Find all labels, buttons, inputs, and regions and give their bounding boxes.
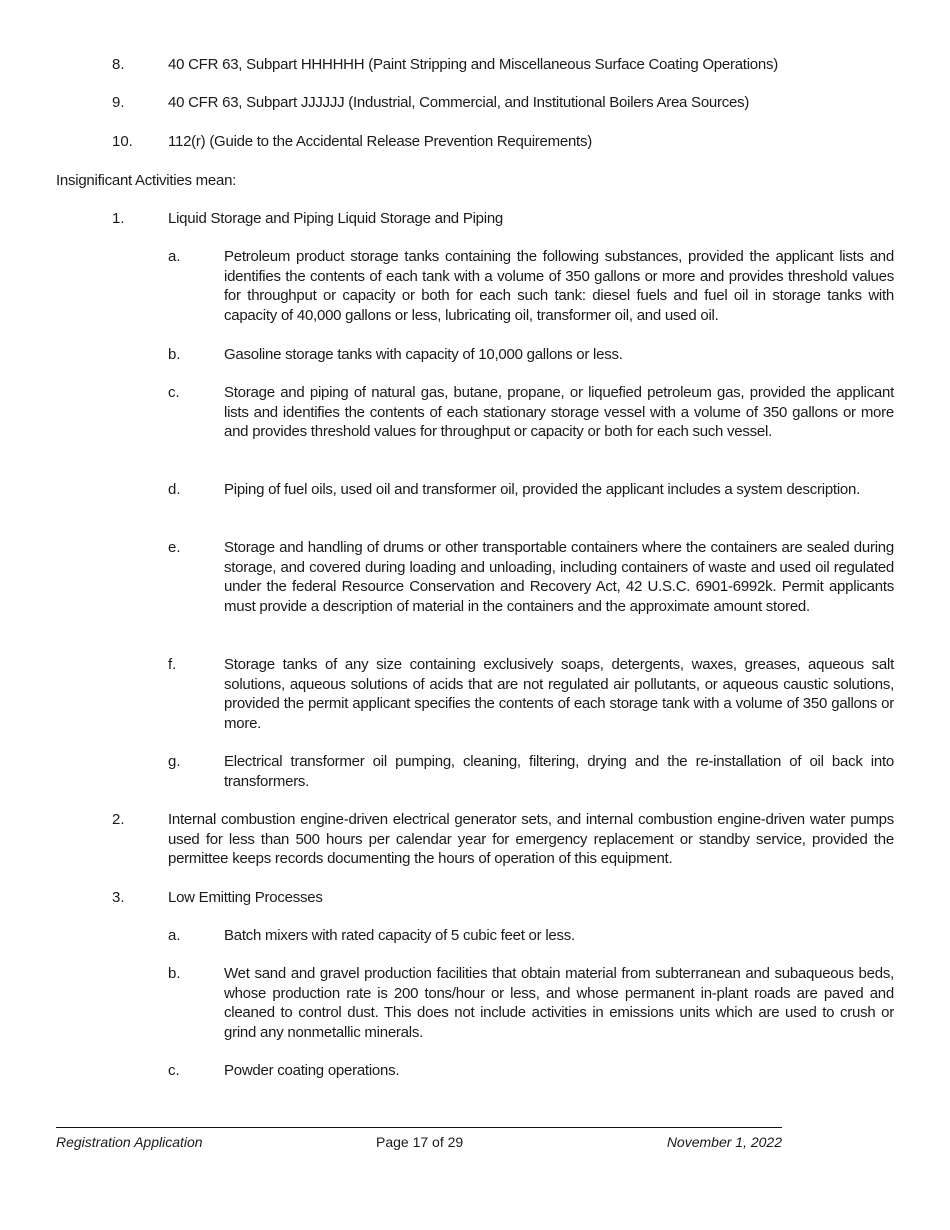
subitem-letter: c. — [168, 384, 180, 401]
list-item-text: Internal combustion engine-driven electrical generator sets, and internal combustion engine-driven water pumps used for less than 500 hours per calendar year for emergency replacement or standby service, provided the permittee keeps records documenting the hours of operation of this equipment. — [168, 811, 894, 868]
list-item-number: 8. — [112, 56, 125, 73]
subitem-letter: c. — [168, 1062, 180, 1079]
footer-document-title: Registration Application — [56, 1134, 203, 1150]
subitem-text: Storage tanks of any size containing exclusively soaps, detergents, waxes, greases, aqueous salt solutions, aqueous solutions of acids that are not regulated air pollutants, or aqueous caustic solutions, provided the permit applicant specifies the contents of each storage tank with a volume of 350 gallons or more. — [224, 656, 894, 732]
list-item-text: 40 CFR 63, Subpart JJJJJJ (Industrial, Commercial, and Institutional Boilers Area Sources) — [168, 94, 750, 111]
footer-page-number: Page 17 of 29 — [376, 1134, 464, 1150]
subitem-letter: d. — [168, 481, 181, 498]
subitem-text: Piping of fuel oils, used oil and transformer oil, provided the applicant includes a system description. — [224, 481, 861, 498]
subitem-letter: b. — [168, 965, 181, 982]
subitem-letter: a. — [168, 248, 181, 265]
list-item-number: 10. — [112, 133, 133, 150]
list-item-number: 3. — [112, 889, 125, 906]
list-item-number: 2. — [112, 811, 125, 828]
subitem-letter: a. — [168, 927, 181, 944]
list-item-number: 9. — [112, 94, 125, 111]
footer-date: November 1, 2022 — [666, 1134, 782, 1150]
subitem-letter: g. — [168, 753, 181, 770]
subitem-letter: e. — [168, 539, 181, 556]
subitem-text: Electrical transformer oil pumping, cleaning, filtering, drying and the re-installation of oil back into transformers. — [224, 753, 894, 790]
list-item-text: 40 CFR 63, Subpart HHHHHH (Paint Stripping and Miscellaneous Surface Coating Operations) — [168, 56, 778, 73]
subitem-text: Gasoline storage tanks with capacity of 10,000 gallons or less. — [224, 346, 623, 363]
list-item-number: 1. — [112, 210, 125, 227]
list-item-text: 112(r) (Guide to the Accidental Release Prevention Requirements) — [168, 133, 592, 150]
subitem-text: Wet sand and gravel production facilities that obtain material from subterranean and subaqueous beds, whose production rate is 200 tons/hour or less, and whose permanent in-plant roads are paved and cleaned to control dust. This does not include activities in emissions units which are used to crush or grind any nonmetallic minerals. — [224, 965, 894, 1041]
subitem-letter: f. — [168, 656, 177, 673]
subitem-text: Storage and handling of drums or other transportable containers where the containers are sealed during storage, and covered during loading and unloading, including containers of waste and used oil regulated under the federal Resource Conservation and Recovery Act, 42 U.S.C. 6901-6992k. Permit applicants must provide a description of material in the containers and the approximate amount stored. — [224, 539, 894, 615]
list-item-text: Low Emitting Processes — [168, 889, 323, 906]
subitem-text: Storage and piping of natural gas, butane, propane, or liquefied petroleum gas, provided the applicant lists and identifies the contents of each stationary storage vessel with a volume of 350 gallons or more and provides threshold values for throughput or capacity or both for each such vessel. — [224, 384, 894, 441]
section-heading: Insignificant Activities mean: — [56, 172, 237, 189]
footer-divider — [56, 1127, 782, 1128]
subitem-text: Batch mixers with rated capacity of 5 cubic feet or less. — [224, 927, 575, 944]
subitem-text: Powder coating operations. — [224, 1062, 400, 1079]
list-item-text: Liquid Storage and Piping Liquid Storage and Piping — [168, 210, 504, 227]
subitem-letter: b. — [168, 346, 181, 363]
subitem-text: Petroleum product storage tanks containing the following substances, provided the applicant lists and identifies the contents of each tank with a volume of 350 gallons or more and provides threshold values for throughput or capacity or both for each such tank: diesel fuels and fuel oil in storage tanks with capacity of 40,000 gallons or less, lubricating oil, transformer oil, and used oil. — [224, 248, 894, 324]
